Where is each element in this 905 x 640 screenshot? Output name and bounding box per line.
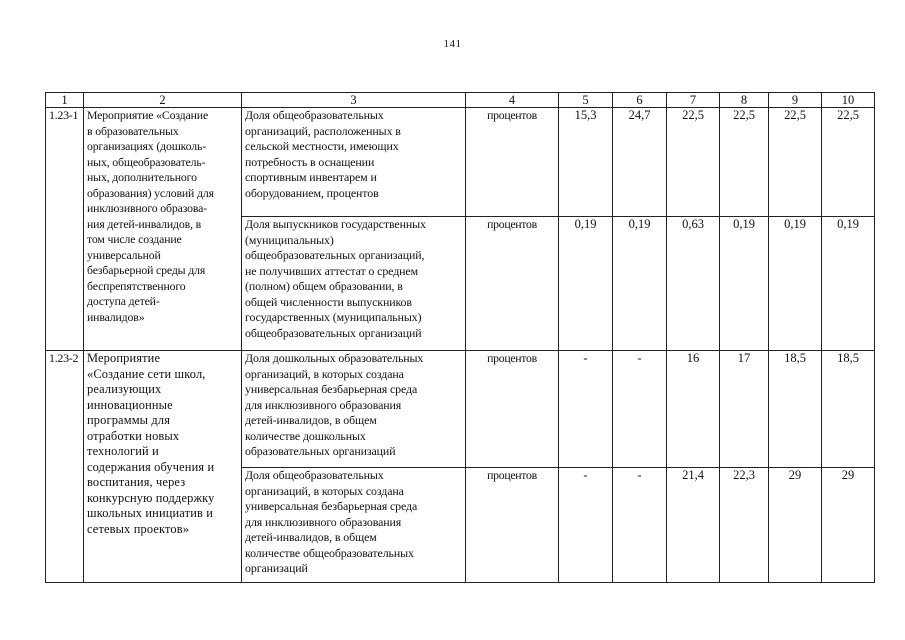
column-number: 7: [667, 93, 720, 108]
measure-name: [84, 351, 242, 583]
indicator-line: спортивным инвентарем и: [245, 170, 377, 184]
indicator-line: детей-инвалидов, в общем: [245, 530, 377, 544]
value-cell: 0,19: [822, 217, 875, 351]
indicator-line: общей численности выпускников: [245, 294, 412, 309]
indicator-line: для инклюзивного образования: [245, 397, 402, 412]
measure-name-line: безбарьерной среды для: [87, 263, 206, 277]
column-number: 5: [559, 93, 613, 108]
indicator-line: организаций, в которых создана: [245, 483, 404, 498]
indicator-text: [242, 217, 466, 351]
unit-cell: процентов: [466, 351, 559, 468]
measure-name: [84, 108, 242, 351]
indicator-line: универсальная безбарьерная среда: [245, 382, 418, 396]
indicator-text: [242, 351, 466, 468]
measure-name-line: содержания обучения и: [87, 459, 215, 474]
measure-name-line: доступа детей-: [87, 294, 160, 308]
table-row: [46, 351, 875, 468]
column-number: 6: [613, 93, 667, 108]
indicator-line: для инклюзивного образования: [245, 514, 402, 529]
measure-name-line: «Создание сети школ,: [87, 366, 206, 381]
measure-name-line: воспитания, через: [87, 475, 186, 489]
measure-name-line: в образовательных: [87, 123, 179, 138]
value-cell: 22,5: [667, 108, 720, 217]
measure-name-line: образования) условий для: [87, 185, 214, 200]
indicator-line: оборудованием, процентов: [245, 185, 379, 200]
column-number: 8: [720, 93, 769, 108]
measure-name-line: ных, общеобразователь-: [87, 154, 206, 169]
measure-name-line: ния детей-инвалидов, в: [87, 216, 202, 231]
indicator-line: организаций, расположенных в: [245, 123, 401, 138]
indicator-line: (полном) общем образовании, в: [245, 279, 403, 293]
value-cell: -: [559, 351, 613, 468]
indicator-line: детей-инвалидов, в общем: [245, 413, 377, 427]
indicator-line: образовательных организаций: [245, 444, 396, 458]
indicator-line: общеобразовательных организаций,: [245, 248, 425, 262]
measure-name-line: инвалидов»: [87, 309, 145, 324]
value-cell: 16: [667, 351, 720, 468]
indicator-line: (муниципальных): [245, 232, 334, 247]
column-number: 1: [46, 93, 84, 108]
measure-code: 1.23-2: [46, 351, 84, 583]
value-cell: 21,4: [667, 468, 720, 583]
unit-cell: процентов: [466, 217, 559, 351]
value-cell: 0,19: [769, 217, 822, 351]
column-number: 9: [769, 93, 822, 108]
indicator-line: сельской местности, имеющих: [245, 139, 399, 153]
measure-name-line: ных, дополнительного: [87, 170, 197, 184]
measure-name-line: отработки новых: [87, 428, 180, 443]
value-cell: -: [613, 351, 667, 468]
value-cell: -: [559, 468, 613, 583]
indicator-text: [242, 468, 466, 583]
measure-name-line: инновационные: [87, 397, 173, 412]
value-cell: 22,5: [769, 108, 822, 217]
indicator-line: количестве общеобразовательных: [245, 545, 414, 560]
page-number: 141: [443, 38, 462, 50]
measure-name-line: школьных инициатив и: [87, 506, 214, 520]
unit-cell: процентов: [466, 468, 559, 583]
indicator-text: [242, 108, 466, 217]
table-row: [46, 108, 875, 217]
value-cell: 0,63: [667, 217, 720, 351]
indicators-table: [45, 92, 875, 583]
indicator-line: универсальная безбарьерная среда: [245, 499, 418, 513]
value-cell: 0,19: [613, 217, 667, 351]
value-cell: 18,5: [822, 351, 875, 468]
indicator-line: потребность в оснащении: [245, 154, 375, 169]
measure-name-line: Мероприятие: [87, 351, 161, 365]
indicator-line: организаций, в которых создана: [245, 366, 404, 381]
measure-name-line: сетевых проектов»: [87, 521, 190, 536]
value-cell: 0,19: [720, 217, 769, 351]
value-cell: 24,7: [613, 108, 667, 217]
value-cell: 29: [822, 468, 875, 583]
indicator-line: организаций: [245, 561, 308, 575]
value-cell: 18,5: [769, 351, 822, 468]
measure-name-line: организациях (дошколь-: [87, 139, 206, 153]
value-cell: 22,3: [720, 468, 769, 583]
indicator-line: Доля общеобразовательных: [245, 108, 384, 122]
measure-name-line: том числе создание: [87, 232, 182, 246]
column-number: 4: [466, 93, 559, 108]
value-cell: -: [613, 468, 667, 583]
indicator-line: общеобразовательных организаций: [245, 325, 422, 340]
measure-name-line: конкурсную поддержку: [87, 490, 215, 505]
measure-name-line: инклюзивного образова-: [87, 201, 208, 215]
indicator-line: государственных (муниципальных): [245, 310, 422, 324]
value-cell: 17: [720, 351, 769, 468]
value-cell: 0,19: [559, 217, 613, 351]
value-cell: 29: [769, 468, 822, 583]
column-number: 2: [84, 93, 242, 108]
column-number-row: [46, 93, 875, 108]
column-number: 3: [242, 93, 466, 108]
unit-cell: процентов: [466, 108, 559, 217]
indicator-line: Доля дошкольных образовательных: [245, 351, 424, 365]
indicator-line: количестве дошкольных: [245, 428, 366, 443]
indicator-line: Доля общеобразовательных: [245, 468, 384, 482]
measure-name-line: программы для: [87, 413, 171, 427]
indicator-line: Доля выпускников государственных: [245, 217, 426, 231]
indicator-line: не получивших аттестат о среднем: [245, 263, 419, 278]
column-number: 10: [822, 93, 875, 108]
measure-code: 1.23-1: [46, 108, 84, 351]
measure-name-line: универсальной: [87, 247, 161, 262]
measure-name-line: реализующих: [87, 382, 162, 396]
measure-name-line: технологий и: [87, 444, 159, 458]
measure-name-line: беспрепятственного: [87, 278, 186, 293]
value-cell: 15,3: [559, 108, 613, 217]
measure-name-line: Мероприятие «Создание: [87, 108, 209, 122]
value-cell: 22,5: [720, 108, 769, 217]
value-cell: 22,5: [822, 108, 875, 217]
